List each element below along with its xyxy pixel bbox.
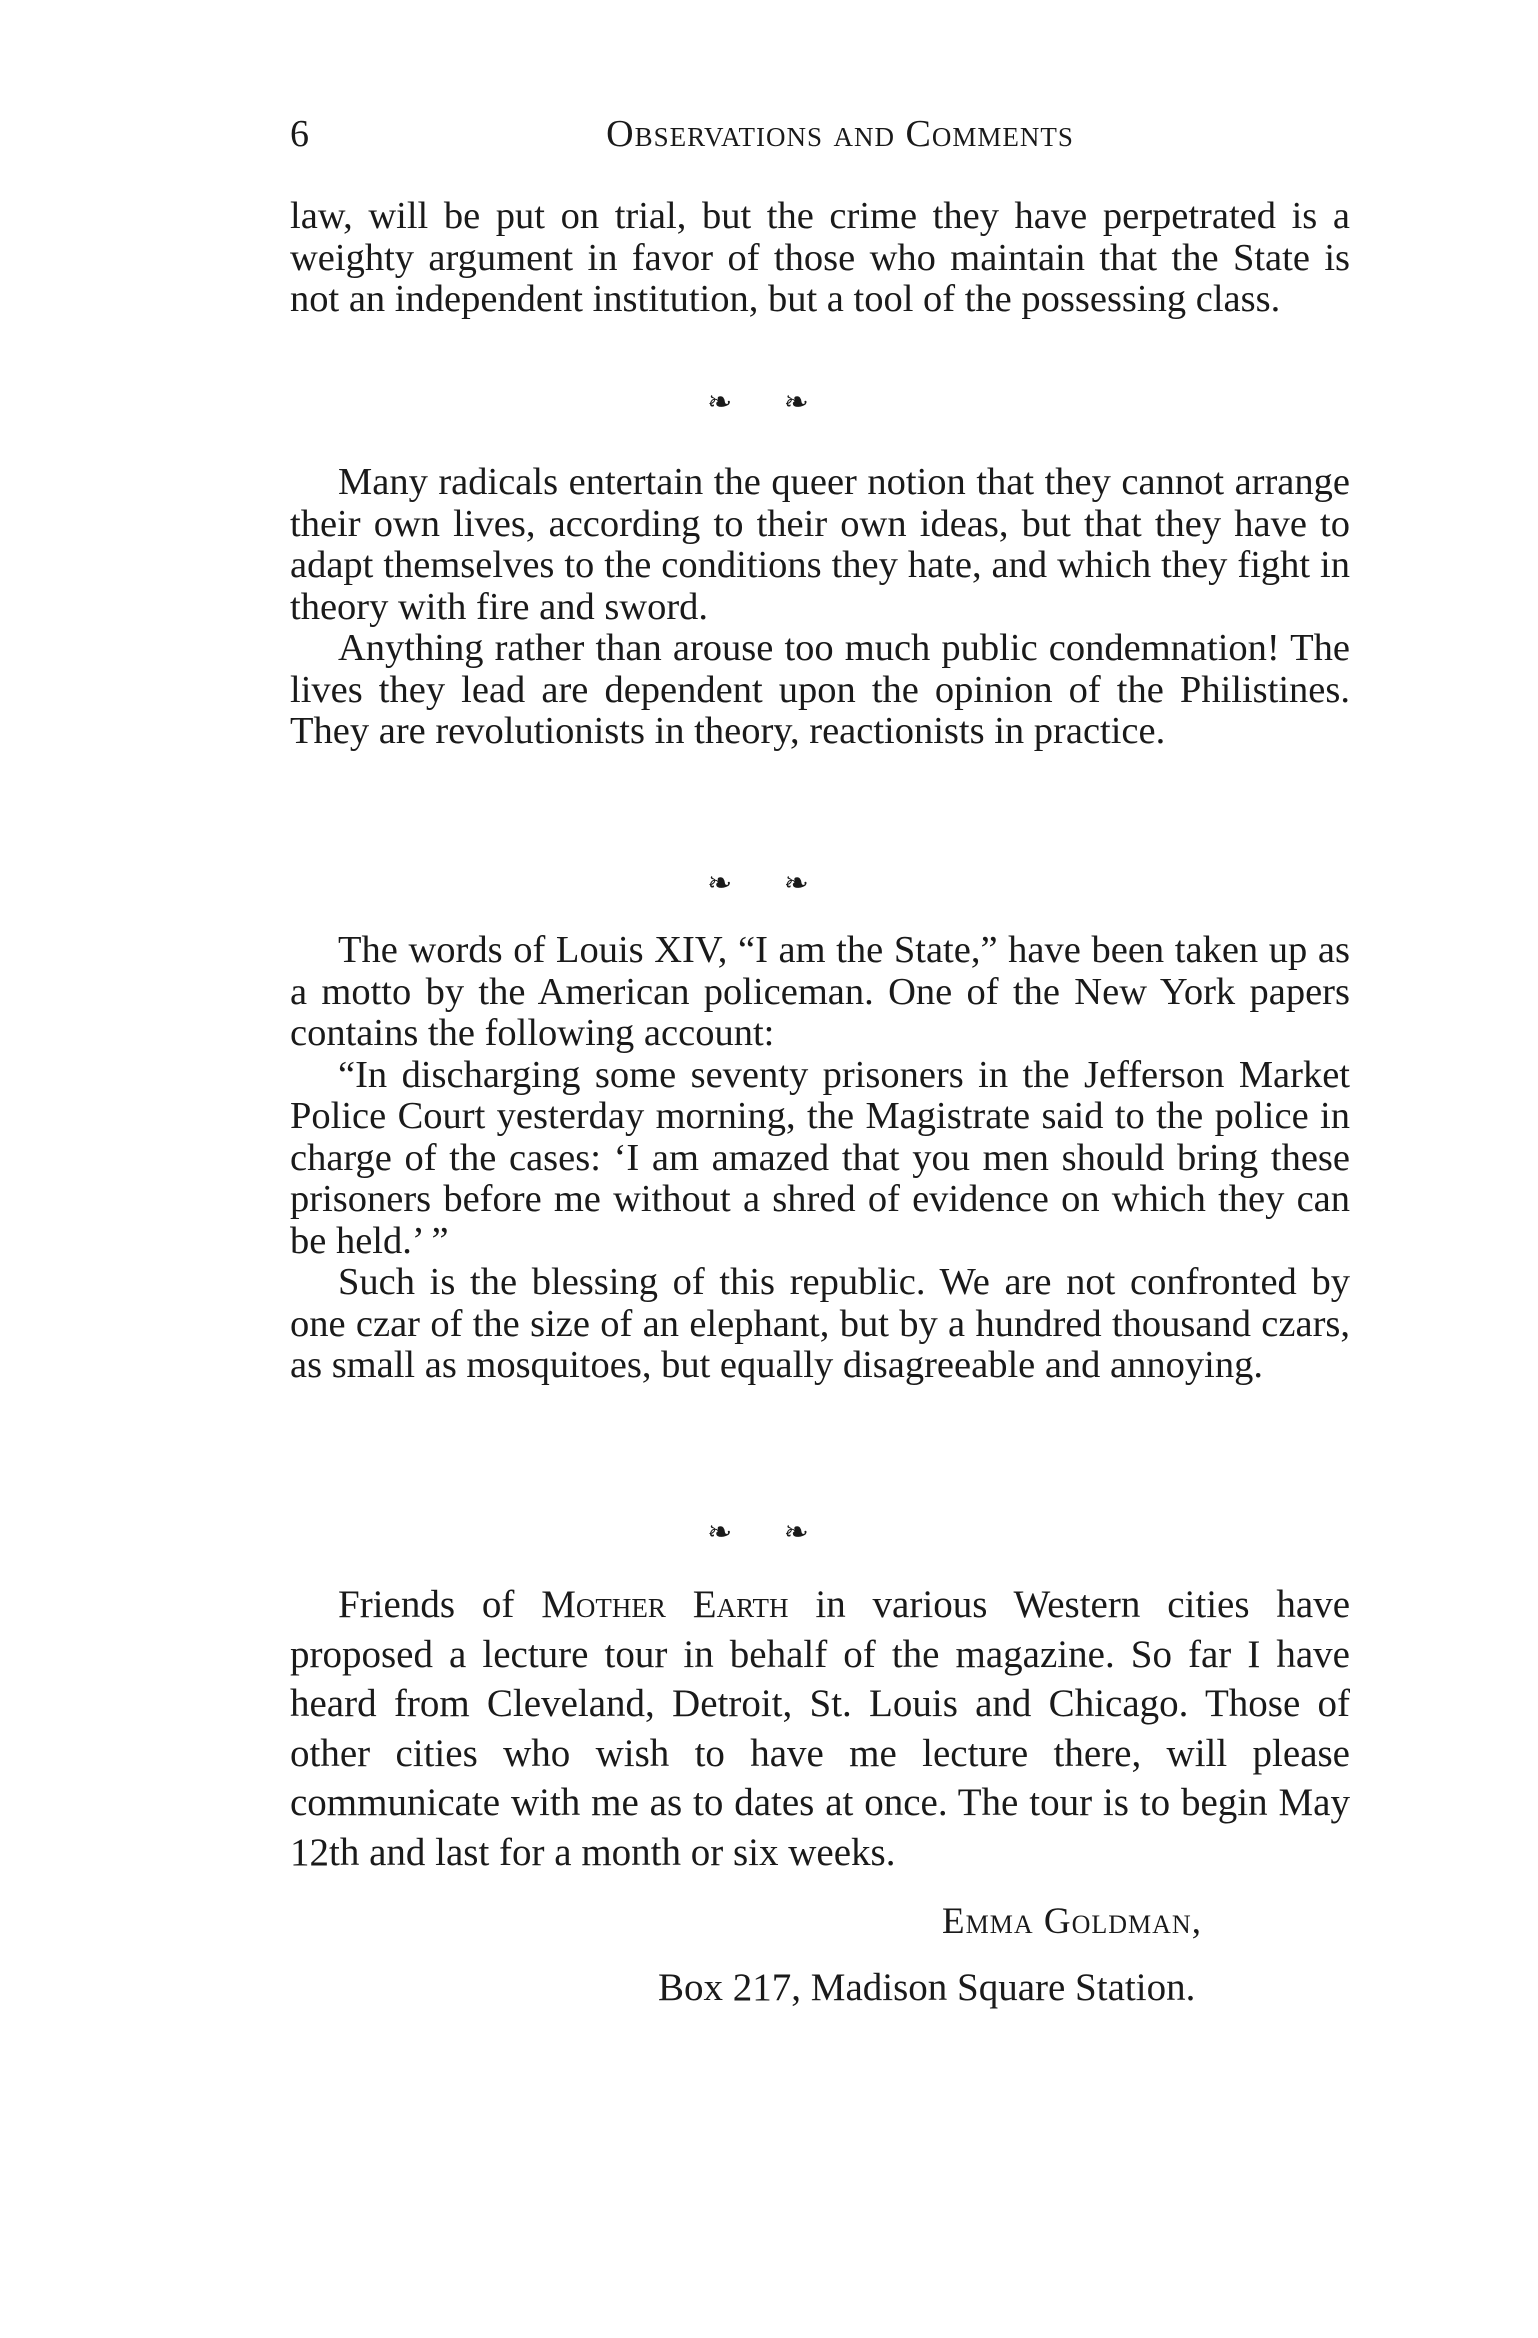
- fleuron-icon: ❧ ❧: [707, 1516, 831, 1549]
- paragraph-continuation: [290, 196, 1350, 321]
- fleuron-icon: ❧ ❧: [707, 386, 831, 419]
- section-lecture-tour: [290, 1580, 1350, 1877]
- paragraph: Many radicals entertain the queer notion that they cannot arrange their own lives, according to their own ideas, but that they have to adapt themselves to the conditions they hate, and which they fight in theory with fire and sword.: [290, 461, 1350, 628]
- fleuron-icon: ❧ ❧: [707, 867, 831, 900]
- paragraph: law, will be put on trial, but the crime they have perpetrated is a weighty argument in favor of those who maintain that the State is not an independent institution, but a tool of the possessing class.: [290, 195, 1350, 320]
- page-header: [290, 112, 1350, 162]
- section-radicals: [290, 462, 1350, 753]
- paragraph: [290, 1580, 1350, 1877]
- text-run: Friends of: [338, 1583, 542, 1626]
- section-ornament: [0, 385, 1538, 420]
- text-run: in various Western cities have proposed a lecture tour in behalf of the magazine. So far I have heard from Cleveland, Detroit, St. Louis and Chicago. Those of other cities who wish to have me lecture there, will please communicate with me as to dates at once. The tour is to begin May 12th and last for a month or six weeks.: [290, 1583, 1351, 1874]
- paragraph: Such is the blessing of this republic. We are not confronted by one czar of the size of an elephant, but by a hundred thousand czars, as small as mosquitoes, but equally disagreeable and annoying.: [290, 1261, 1350, 1386]
- signature-address: Box 217, Madison Square Station.: [658, 1966, 1196, 2009]
- magazine-title: Mother Earth: [541, 1583, 789, 1626]
- section-ornament: [0, 866, 1538, 901]
- section-ornament: [0, 1515, 1538, 1550]
- quotation-paragraph: “In discharging some seventy prisoners in the Jefferson Market Police Court yesterday morning, the Magistrate said to the police in charge of the cases: ‘I am amazed that you men should bring these prisoners before me without a shred of evidence on which they can be held.’ ”: [290, 1053, 1350, 1262]
- section-louis-xiv: [290, 930, 1350, 1387]
- paragraph: The words of Louis XIV, “I am the State,” have been taken up as a motto by the American policeman. One of the New York papers contains the following account:: [290, 929, 1350, 1054]
- paragraph: Anything rather than arouse too much public condemnation! The lives they lead are dependent upon the opinion of the Philistines. They are revolutionists in theory, reactionists in practice.: [290, 627, 1350, 752]
- page-number: 6: [290, 113, 309, 155]
- signature-name: Emma Goldman,: [942, 1901, 1202, 1942]
- running-title: Observations and Comments: [606, 113, 1074, 155]
